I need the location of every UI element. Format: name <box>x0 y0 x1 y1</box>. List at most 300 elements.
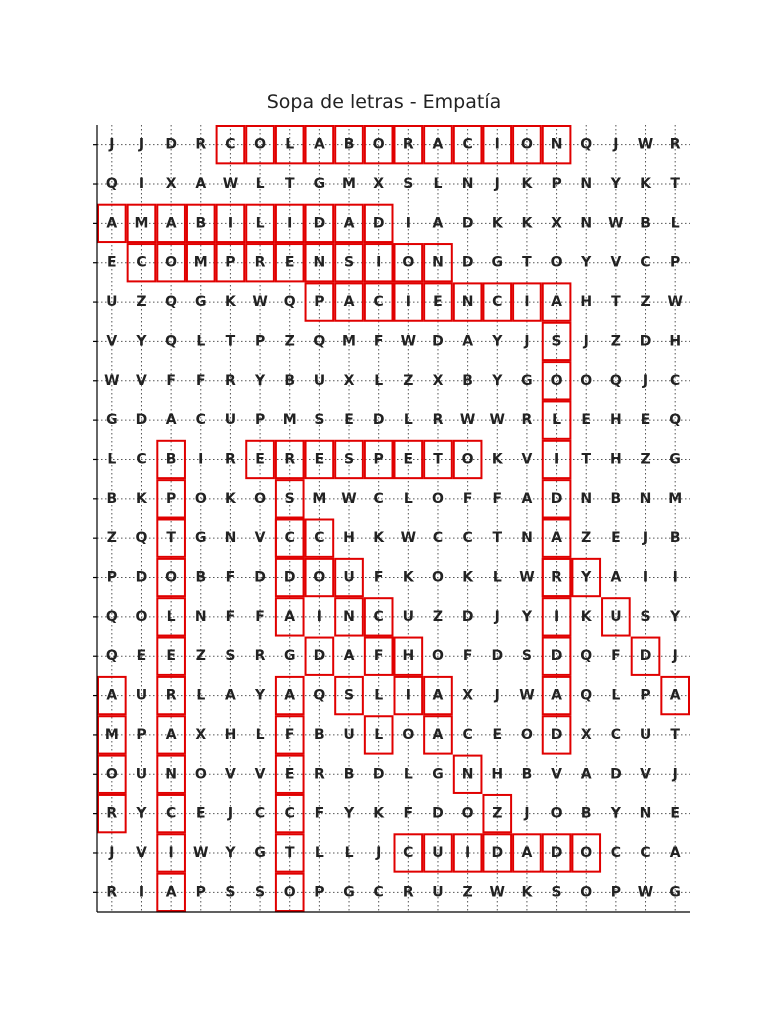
letter-cell[interactable]: U <box>135 687 148 704</box>
letter-cell[interactable]: L <box>374 372 384 389</box>
letter-cell[interactable]: A <box>225 687 236 704</box>
letter-cell[interactable]: O <box>461 451 474 468</box>
letter-cell[interactable]: J <box>494 176 500 193</box>
letter-cell[interactable]: A <box>165 412 177 429</box>
letter-cell[interactable]: P <box>640 687 651 704</box>
letter-cell[interactable]: W <box>104 372 120 389</box>
letter-cell[interactable]: O <box>402 726 415 743</box>
letter-cell[interactable]: S <box>225 648 236 665</box>
letter-cell[interactable]: D <box>550 844 563 861</box>
letter-cell[interactable]: O <box>105 766 118 783</box>
letter-cell[interactable]: Q <box>580 136 593 153</box>
letter-cell[interactable]: I <box>405 215 411 232</box>
letter-cell[interactable]: D <box>491 648 504 665</box>
letter-cell[interactable]: W <box>222 176 239 193</box>
letter-cell[interactable]: C <box>403 844 414 861</box>
letter-cell[interactable]: D <box>372 766 385 783</box>
letter-cell[interactable]: D <box>135 569 148 586</box>
letter-cell[interactable]: W <box>400 333 417 350</box>
letter-cell[interactable]: K <box>640 176 651 193</box>
letter-cell[interactable]: Y <box>255 687 266 704</box>
letter-cell[interactable]: C <box>610 844 622 861</box>
letter-cell[interactable]: R <box>402 884 414 901</box>
letter-cell[interactable]: F <box>225 569 236 586</box>
letter-cell[interactable]: M <box>312 490 327 507</box>
letter-cell[interactable]: B <box>165 451 177 468</box>
letter-cell[interactable]: J <box>109 844 115 861</box>
letter-cell[interactable]: E <box>195 805 206 822</box>
letter-cell[interactable]: S <box>343 687 355 704</box>
letter-cell[interactable]: G <box>195 530 207 547</box>
letter-cell[interactable]: J <box>109 136 115 153</box>
letter-cell[interactable]: G <box>195 294 207 311</box>
letter-cell[interactable]: W <box>637 136 654 153</box>
letter-cell[interactable]: S <box>640 608 651 625</box>
letter-cell[interactable]: A <box>106 687 118 704</box>
letter-cell[interactable]: U <box>224 412 237 429</box>
letter-cell[interactable]: A <box>195 176 207 193</box>
letter-cell[interactable]: E <box>611 530 621 547</box>
letter-cell[interactable]: Q <box>580 648 593 665</box>
letter-cell[interactable]: A <box>165 884 177 901</box>
letter-cell[interactable]: L <box>166 608 176 625</box>
letter-cell[interactable]: Z <box>640 451 651 468</box>
letter-cell[interactable]: K <box>373 805 385 822</box>
letter-cell[interactable]: E <box>284 254 295 271</box>
letter-cell[interactable]: P <box>314 294 325 311</box>
letter-cell[interactable]: F <box>462 490 473 507</box>
letter-cell[interactable]: Y <box>492 333 503 350</box>
letter-cell[interactable]: I <box>524 294 530 311</box>
letter-cell[interactable]: N <box>224 530 237 547</box>
letter-cell[interactable]: X <box>165 176 177 193</box>
letter-cell[interactable]: A <box>551 530 562 547</box>
letter-cell[interactable]: C <box>640 254 651 271</box>
letter-cell[interactable]: W <box>637 884 654 901</box>
letter-cell[interactable]: W <box>519 569 535 586</box>
letter-cell[interactable]: H <box>224 726 237 743</box>
letter-cell[interactable]: T <box>581 451 592 468</box>
letter-cell[interactable]: O <box>194 766 207 783</box>
letter-cell[interactable]: K <box>521 215 533 232</box>
letter-cell[interactable]: D <box>283 569 296 586</box>
letter-cell[interactable]: L <box>670 215 680 232</box>
letter-cell[interactable]: Q <box>609 372 622 389</box>
letter-cell[interactable]: P <box>106 569 117 586</box>
letter-cell[interactable]: X <box>551 215 562 232</box>
letter-cell[interactable]: T <box>284 844 295 861</box>
letter-cell[interactable]: A <box>432 215 444 232</box>
letter-cell[interactable]: S <box>551 884 562 901</box>
letter-cell[interactable]: O <box>461 805 474 822</box>
letter-cell[interactable]: N <box>432 254 444 271</box>
letter-cell[interactable]: Y <box>136 805 147 822</box>
letter-cell[interactable]: D <box>372 412 385 429</box>
letter-cell[interactable]: R <box>106 805 118 822</box>
letter-cell[interactable]: Z <box>432 608 444 625</box>
letter-cell[interactable]: R <box>106 884 118 901</box>
letter-cell[interactable]: S <box>314 412 325 429</box>
letter-cell[interactable]: M <box>668 490 683 507</box>
letter-cell[interactable]: A <box>343 648 355 665</box>
letter-cell[interactable]: D <box>639 648 652 665</box>
letter-cell[interactable]: U <box>402 608 415 625</box>
letter-cell[interactable]: Z <box>403 372 414 389</box>
letter-cell[interactable]: F <box>225 608 236 625</box>
letter-cell[interactable]: D <box>313 648 326 665</box>
letter-cell[interactable]: W <box>341 490 357 507</box>
letter-cell[interactable]: A <box>669 687 681 704</box>
letter-cell[interactable]: I <box>316 608 322 625</box>
letter-cell[interactable]: K <box>521 176 533 193</box>
letter-cell[interactable]: F <box>166 372 176 389</box>
letter-cell[interactable]: D <box>432 805 444 822</box>
letter-cell[interactable]: R <box>254 254 266 271</box>
letter-cell[interactable]: Q <box>313 333 326 350</box>
letter-cell[interactable]: S <box>255 884 266 901</box>
letter-cell[interactable]: O <box>580 844 593 861</box>
letter-cell[interactable]: N <box>521 530 533 547</box>
letter-cell[interactable]: E <box>107 254 117 271</box>
letter-cell[interactable]: S <box>284 490 295 507</box>
letter-cell[interactable]: B <box>521 766 533 783</box>
letter-cell[interactable]: X <box>580 726 592 743</box>
letter-cell[interactable]: A <box>343 294 355 311</box>
letter-cell[interactable]: R <box>313 766 325 783</box>
letter-cell[interactable]: K <box>491 215 503 232</box>
letter-cell[interactable]: B <box>106 490 118 507</box>
letter-cell[interactable]: X <box>432 372 444 389</box>
letter-cell[interactable]: I <box>198 451 204 468</box>
letter-cell[interactable]: H <box>669 333 682 350</box>
letter-cell[interactable]: D <box>461 608 474 625</box>
letter-cell[interactable]: F <box>492 490 503 507</box>
letter-cell[interactable]: H <box>610 412 622 429</box>
letter-cell[interactable]: O <box>550 372 563 389</box>
letter-cell[interactable]: E <box>581 412 592 429</box>
letter-cell[interactable]: S <box>225 884 236 901</box>
letter-cell[interactable]: G <box>491 254 504 271</box>
letter-cell[interactable]: A <box>284 608 296 625</box>
letter-cell[interactable]: H <box>580 294 593 311</box>
letter-cell[interactable]: W <box>667 294 683 311</box>
letter-cell[interactable]: I <box>287 215 293 232</box>
letter-cell[interactable]: L <box>374 726 384 743</box>
letter-cell[interactable]: P <box>254 333 266 350</box>
letter-cell[interactable]: O <box>135 608 148 625</box>
letter-cell[interactable]: B <box>314 726 325 743</box>
letter-cell[interactable]: U <box>432 844 444 861</box>
letter-cell[interactable]: N <box>461 176 474 193</box>
letter-cell[interactable]: E <box>640 412 651 429</box>
letter-cell[interactable]: F <box>195 372 206 389</box>
letter-cell[interactable]: D <box>313 215 326 232</box>
letter-cell[interactable]: V <box>640 766 651 783</box>
letter-cell[interactable]: R <box>254 648 266 665</box>
letter-cell[interactable]: X <box>462 687 474 704</box>
letter-cell[interactable]: V <box>254 530 266 547</box>
letter-cell[interactable]: I <box>642 569 649 586</box>
letter-cell[interactable]: R <box>225 451 236 468</box>
letter-cell[interactable]: H <box>610 451 622 468</box>
letter-cell[interactable]: O <box>165 254 178 271</box>
letter-cell[interactable]: X <box>343 372 355 389</box>
letter-cell[interactable]: E <box>255 451 265 468</box>
letter-cell[interactable]: C <box>225 136 236 153</box>
letter-cell[interactable]: T <box>522 254 532 271</box>
letter-cell[interactable]: Q <box>105 648 118 665</box>
letter-cell[interactable]: R <box>284 451 296 468</box>
letter-cell[interactable]: L <box>255 726 265 743</box>
letter-cell[interactable]: J <box>227 805 234 822</box>
letter-cell[interactable]: T <box>433 451 443 468</box>
letter-cell[interactable]: G <box>283 648 296 665</box>
letter-cell[interactable]: A <box>580 766 592 783</box>
letter-cell[interactable]: R <box>165 687 177 704</box>
letter-cell[interactable]: L <box>255 215 265 232</box>
letter-cell[interactable]: C <box>462 530 473 547</box>
letter-cell[interactable]: O <box>520 726 533 743</box>
letter-cell[interactable]: M <box>104 726 119 743</box>
letter-cell[interactable]: R <box>402 136 414 153</box>
letter-cell[interactable]: Q <box>313 687 326 704</box>
letter-cell[interactable]: C <box>462 136 473 153</box>
letter-cell[interactable]: A <box>551 294 562 311</box>
letter-cell[interactable]: K <box>224 294 236 311</box>
letter-cell[interactable]: J <box>642 530 649 547</box>
letter-cell[interactable]: B <box>195 215 207 232</box>
letter-cell[interactable]: F <box>255 608 265 625</box>
letter-cell[interactable]: E <box>403 451 414 468</box>
letter-cell[interactable]: Y <box>492 372 503 389</box>
letter-cell[interactable]: W <box>489 412 506 429</box>
letter-cell[interactable]: N <box>165 766 177 783</box>
letter-cell[interactable]: U <box>135 766 148 783</box>
letter-cell[interactable]: F <box>611 648 621 665</box>
letter-cell[interactable]: C <box>136 451 147 468</box>
letter-cell[interactable]: O <box>313 569 326 586</box>
letter-cell[interactable]: K <box>224 490 236 507</box>
letter-cell[interactable]: E <box>344 412 354 429</box>
letter-cell[interactable]: B <box>343 136 355 153</box>
letter-cell[interactable]: R <box>432 412 444 429</box>
letter-cell[interactable]: Y <box>610 176 621 193</box>
letter-cell[interactable]: U <box>639 726 652 743</box>
letter-cell[interactable]: Q <box>135 530 148 547</box>
letter-cell[interactable]: Z <box>106 530 117 547</box>
letter-cell[interactable]: C <box>373 608 384 625</box>
letter-cell[interactable]: M <box>282 412 297 429</box>
letter-cell[interactable]: I <box>405 294 411 311</box>
letter-cell[interactable]: X <box>195 726 207 743</box>
letter-cell[interactable]: S <box>403 176 414 193</box>
letter-cell[interactable]: W <box>489 884 506 901</box>
letter-cell[interactable]: L <box>344 844 354 861</box>
letter-cell[interactable]: C <box>136 254 147 271</box>
letter-cell[interactable]: O <box>372 136 385 153</box>
letter-cell[interactable]: I <box>553 451 560 468</box>
letter-cell[interactable]: D <box>639 333 652 350</box>
letter-cell[interactable]: N <box>194 608 207 625</box>
letter-cell[interactable]: O <box>580 884 593 901</box>
letter-cell[interactable]: L <box>107 451 117 468</box>
letter-cell[interactable]: C <box>610 726 622 743</box>
letter-cell[interactable]: Y <box>136 333 147 350</box>
letter-cell[interactable]: D <box>550 726 563 743</box>
letter-cell[interactable]: Z <box>640 294 651 311</box>
letter-cell[interactable]: W <box>519 687 535 704</box>
letter-cell[interactable]: D <box>461 254 474 271</box>
letter-cell[interactable]: Z <box>581 530 592 547</box>
letter-cell[interactable]: G <box>254 844 266 861</box>
letter-cell[interactable]: A <box>313 136 325 153</box>
letter-cell[interactable]: G <box>669 451 681 468</box>
letter-cell[interactable]: C <box>462 726 473 743</box>
letter-cell[interactable]: Z <box>462 884 473 901</box>
letter-cell[interactable]: K <box>521 884 533 901</box>
letter-cell[interactable]: N <box>461 766 474 783</box>
letter-cell[interactable]: W <box>400 530 417 547</box>
letter-cell[interactable]: C <box>373 884 384 901</box>
letter-cell[interactable]: R <box>669 136 681 153</box>
letter-cell[interactable]: T <box>492 530 503 547</box>
letter-cell[interactable]: F <box>403 805 414 822</box>
letter-cell[interactable]: F <box>373 333 384 350</box>
letter-cell[interactable]: C <box>165 805 177 822</box>
letter-cell[interactable]: L <box>285 136 295 153</box>
letter-cell[interactable]: O <box>254 136 267 153</box>
letter-cell[interactable]: V <box>136 844 147 861</box>
letter-cell[interactable]: Z <box>492 805 503 822</box>
letter-cell[interactable]: A <box>343 215 355 232</box>
letter-cell[interactable]: V <box>136 372 147 389</box>
letter-cell[interactable]: K <box>462 569 474 586</box>
letter-cell[interactable]: V <box>254 766 266 783</box>
letter-cell[interactable]: M <box>134 215 149 232</box>
letter-cell[interactable]: C <box>373 490 384 507</box>
letter-cell[interactable]: T <box>225 333 236 350</box>
letter-cell[interactable]: J <box>613 136 619 153</box>
letter-cell[interactable]: D <box>372 215 385 232</box>
letter-cell[interactable]: Z <box>610 333 621 350</box>
letter-cell[interactable]: A <box>165 726 177 743</box>
letter-cell[interactable]: L <box>314 844 324 861</box>
letter-cell[interactable]: P <box>254 412 266 429</box>
letter-cell[interactable]: K <box>136 490 147 507</box>
letter-cell[interactable]: P <box>314 884 325 901</box>
letter-cell[interactable]: Z <box>195 648 206 665</box>
letter-cell[interactable]: E <box>314 451 325 468</box>
letter-cell[interactable]: L <box>433 176 443 193</box>
letter-cell[interactable]: O <box>432 490 444 507</box>
letter-cell[interactable]: O <box>402 254 415 271</box>
letter-cell[interactable]: N <box>313 254 326 271</box>
letter-cell[interactable]: A <box>521 844 533 861</box>
letter-cell[interactable]: U <box>313 372 326 389</box>
letter-cell[interactable]: P <box>373 451 384 468</box>
letter-cell[interactable]: C <box>640 844 651 861</box>
letter-cell[interactable]: R <box>521 412 533 429</box>
letter-cell[interactable]: P <box>136 726 147 743</box>
letter-cell[interactable]: Q <box>580 687 593 704</box>
letter-cell[interactable]: D <box>135 412 148 429</box>
letter-cell[interactable]: L <box>403 766 413 783</box>
letter-cell[interactable]: L <box>611 687 621 704</box>
letter-cell[interactable]: E <box>284 766 295 783</box>
letter-cell[interactable]: B <box>580 805 592 822</box>
letter-cell[interactable]: P <box>610 884 622 901</box>
letter-cell[interactable]: B <box>343 766 355 783</box>
letter-cell[interactable]: K <box>580 608 592 625</box>
letter-cell[interactable]: G <box>669 884 681 901</box>
letter-cell[interactable]: D <box>491 844 504 861</box>
letter-cell[interactable]: A <box>462 333 474 350</box>
letter-cell[interactable]: Q <box>165 294 178 311</box>
letter-cell[interactable]: W <box>252 294 268 311</box>
letter-cell[interactable]: V <box>610 254 622 271</box>
letter-cell[interactable]: J <box>672 766 678 783</box>
letter-cell[interactable]: I <box>227 215 234 232</box>
letter-cell[interactable]: C <box>284 805 295 822</box>
letter-cell[interactable]: U <box>610 608 622 625</box>
letter-cell[interactable]: R <box>225 372 236 389</box>
letter-cell[interactable]: Q <box>105 176 118 193</box>
letter-cell[interactable]: E <box>492 726 503 743</box>
letter-cell[interactable]: S <box>343 451 355 468</box>
letter-cell[interactable]: V <box>225 766 236 783</box>
letter-cell[interactable]: B <box>669 530 681 547</box>
letter-cell[interactable]: B <box>284 372 296 389</box>
letter-cell[interactable]: O <box>580 372 593 389</box>
letter-cell[interactable]: M <box>342 176 356 193</box>
letter-cell[interactable]: I <box>138 176 145 193</box>
letter-cell[interactable]: R <box>195 136 207 153</box>
letter-cell[interactable]: L <box>255 176 265 193</box>
letter-cell[interactable]: J <box>494 687 500 704</box>
letter-cell[interactable]: F <box>373 569 384 586</box>
letter-cell[interactable]: E <box>433 294 443 311</box>
letter-cell[interactable]: B <box>195 569 207 586</box>
letter-cell[interactable]: J <box>642 372 649 389</box>
letter-cell[interactable]: N <box>580 176 593 193</box>
letter-cell[interactable]: H <box>343 530 355 547</box>
letter-cell[interactable]: J <box>376 844 382 861</box>
letter-cell[interactable]: Y <box>521 608 532 625</box>
letter-cell[interactable]: S <box>343 254 355 271</box>
letter-cell[interactable]: Y <box>581 569 592 586</box>
letter-cell[interactable]: G <box>432 766 444 783</box>
letter-cell[interactable]: P <box>670 254 681 271</box>
letter-cell[interactable]: V <box>521 451 533 468</box>
letter-cell[interactable]: Y <box>343 805 355 822</box>
letter-cell[interactable]: P <box>225 254 236 271</box>
letter-cell[interactable]: L <box>552 412 562 429</box>
letter-cell[interactable]: D <box>550 490 563 507</box>
letter-cell[interactable]: F <box>462 648 473 665</box>
letter-cell[interactable]: N <box>461 294 474 311</box>
letter-cell[interactable]: A <box>521 490 533 507</box>
letter-cell[interactable]: O <box>254 490 267 507</box>
letter-cell[interactable]: N <box>550 136 563 153</box>
letter-cell[interactable]: A <box>610 569 622 586</box>
letter-cell[interactable]: T <box>284 176 295 193</box>
letter-cell[interactable]: A <box>106 215 118 232</box>
letter-cell[interactable]: G <box>106 412 118 429</box>
letter-cell[interactable]: S <box>551 333 562 350</box>
letter-cell[interactable]: Y <box>581 254 592 271</box>
letter-cell[interactable]: B <box>610 490 622 507</box>
letter-cell[interactable]: I <box>405 687 411 704</box>
